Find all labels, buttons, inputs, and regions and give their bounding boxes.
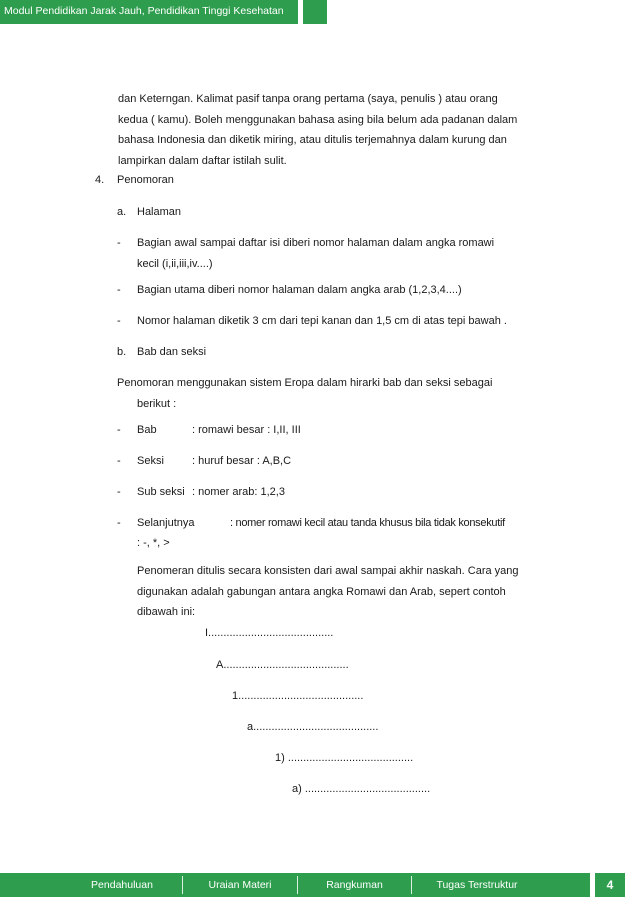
bullet-dash: - <box>117 237 121 249</box>
nav-rangkuman[interactable]: Rangkuman <box>326 879 383 891</box>
outline-level-number: 1......................................... <box>232 690 364 702</box>
nav-tugas-terstruktur[interactable]: Tugas Terstruktur <box>436 879 518 891</box>
level-label-selanjutnya: Selanjutnya <box>137 517 195 529</box>
bullet-dash: - <box>117 517 121 529</box>
header-square <box>303 0 327 24</box>
penomeran-line: dibawah ini: <box>137 606 196 618</box>
bullet-dash: - <box>117 315 121 327</box>
eropa-line: Penomoran menggunakan sistem Eropa dalam hirarki bab dan seksi sebagai <box>117 377 493 389</box>
level-label-bab: Bab <box>137 424 157 436</box>
page-number: 4 <box>595 873 625 897</box>
bullet-text-roman <box>137 233 532 274</box>
outline-level-paren-number: 1) ......................................... <box>275 752 414 764</box>
level-label-subseksi: Sub seksi <box>137 486 185 498</box>
penomeran-line: Penomeran ditulis secara konsisten dari awal sampai akhir naskah. Cara yang <box>137 565 519 577</box>
header-bar <box>0 0 298 24</box>
bullet-dash: - <box>117 424 121 436</box>
bullet-line: Bagian awal sampai daftar isi diberi nomor halaman dalam angka romawi <box>137 237 495 249</box>
level-value-selanjutnya: : nomer romawi kecil atau tanda khusus bila tidak konsekutif <box>230 517 505 529</box>
nav-pendahuluan[interactable]: Pendahuluan <box>91 879 153 891</box>
bullet-line: kecil (i,ii,iii,iv....) <box>137 257 213 270</box>
section-title: Penomoran <box>117 174 174 186</box>
intro-line: bahasa Indonesia dan diketik miring, atau ditulis terjemahnya dalam kurung dan <box>118 134 507 146</box>
nav-uraian-materi[interactable]: Uraian Materi <box>208 879 272 891</box>
bullet-text-arab: Bagian utama diberi nomor halaman dalam angka arab (1,2,3,4....) <box>137 284 462 296</box>
eropa-line: berikut : <box>137 397 177 410</box>
intro-line: dan Keterngan. Kalimat pasif tanpa orang pertama (saya, penulis ) atau orang <box>118 93 498 105</box>
bullet-dash: - <box>117 486 121 498</box>
module-title: Modul Pendidikan Jarak Jauh, Pendidikan Tinggi Kesehatan <box>4 5 284 17</box>
section-number: 4. <box>95 174 105 186</box>
level-label-seksi: Seksi <box>137 455 164 467</box>
outline-level-paren-letter: a) ......................................... <box>292 783 431 795</box>
bullet-dash: - <box>117 284 121 296</box>
intro-line: kedua ( kamu). Boleh menggunakan bahasa asing bila belum ada padanan dalam <box>118 113 518 126</box>
eropa-paragraph <box>117 373 532 414</box>
bullet-text-margin: Nomor halaman diketik 3 cm dari tepi kanan dan 1,5 cm di atas tepi bawah . <box>137 315 507 327</box>
intro-line: lampirkan dalam daftar istilah sulit. <box>118 154 287 167</box>
item-title-halaman: Halaman <box>137 206 182 218</box>
item-letter-a: a. <box>117 206 127 218</box>
penomeran-paragraph <box>137 561 532 623</box>
intro-paragraph <box>118 89 532 171</box>
footer-nav <box>0 873 590 897</box>
penomeran-line: digunakan adalah gabungan antara angka Romawi dan Arab, sepert contoh <box>137 585 506 598</box>
level-value-bab: : romawi besar : I,II, III <box>192 424 301 436</box>
level-value-seksi: : huruf besar : A,B,C <box>192 455 292 467</box>
outline-level-small-letter: a......................................... <box>247 721 379 733</box>
level-value-subseksi: : nomer arab: 1,2,3 <box>192 486 285 498</box>
level-value-selanjutnya-cont: : -, *, > <box>137 537 170 549</box>
outline-level-letter: A......................................... <box>216 659 349 671</box>
bullet-dash: - <box>117 455 121 467</box>
item-title-bab-seksi: Bab dan seksi <box>137 346 207 358</box>
item-letter-b: b. <box>117 346 127 358</box>
outline-level-roman: I......................................... <box>205 627 334 639</box>
